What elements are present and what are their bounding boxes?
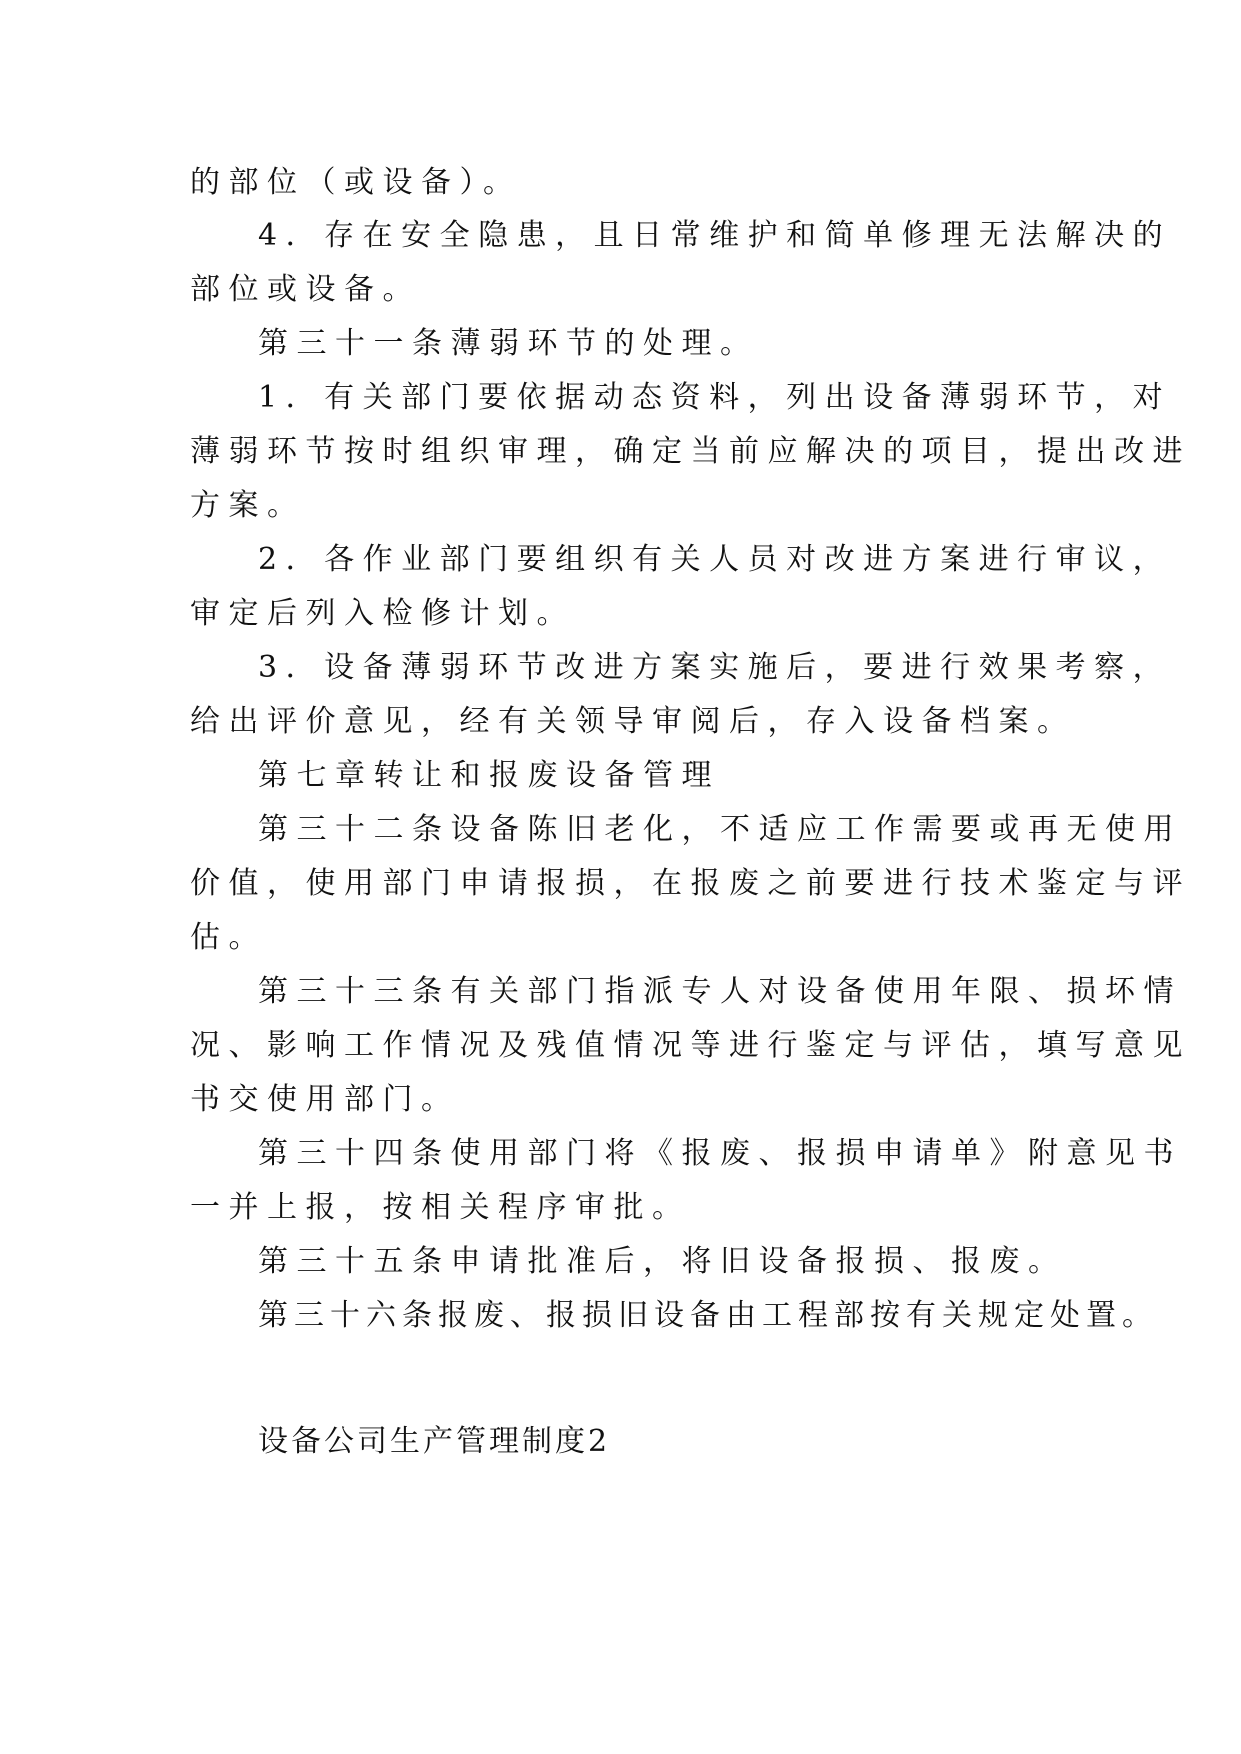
list-item-4: 4．存在安全隐患，且日常维护和简单修理无法解决的 [258, 218, 1172, 253]
chapter-7-heading: 第七章转让和报废设备管理 [258, 758, 720, 793]
list-item-2: 2．各作业部门要组织有关人员对改进方案进行审议， [258, 542, 1172, 577]
paragraph-line: 价值，使用部门申请报损，在报废之前要进行技术鉴定与评 [190, 866, 1191, 901]
article-32: 第三十二条设备陈旧老化，不适应工作需要或再无使用 [258, 812, 1182, 847]
paragraph-line: 薄弱环节按时组织审理，确定当前应解决的项目，提出改进 [190, 434, 1191, 469]
paragraph-line: 书交使用部门。 [190, 1082, 460, 1117]
article-34: 第三十四条使用部门将《报废、报损申请单》附意见书 [258, 1136, 1182, 1171]
section-title: 设备公司生产管理制度2 [258, 1424, 611, 1459]
paragraph-line: 的部位（或设备）。 [190, 165, 522, 200]
paragraph-line: 部位或设备。 [190, 272, 421, 307]
list-item-1: 1．有关部门要依据动态资料，列出设备薄弱环节，对 [258, 380, 1172, 415]
article-33: 第三十三条有关部门指派专人对设备使用年限、损坏情 [258, 974, 1182, 1009]
paragraph-line: 审定后列入检修计划。 [190, 596, 575, 631]
article-36: 第三十六条报废、报损旧设备由工程部按有关规定处置。 [258, 1298, 1158, 1333]
article-35: 第三十五条申请批准后，将旧设备报损、报废。 [258, 1244, 1067, 1279]
list-item-3: 3．设备薄弱环节改进方案实施后，要进行效果考察， [258, 650, 1172, 685]
paragraph-line: 估。 [190, 920, 267, 955]
article-31-heading: 第三十一条薄弱环节的处理。 [258, 326, 759, 361]
paragraph-line: 给出评价意见，经有关领导审阅后，存入设备档案。 [190, 704, 1076, 739]
paragraph-line: 况、影响工作情况及残值情况等进行鉴定与评估，填写意见 [190, 1028, 1191, 1063]
paragraph-line: 一并上报，按相关程序审批。 [190, 1190, 691, 1225]
paragraph-line: 方案。 [190, 488, 306, 523]
